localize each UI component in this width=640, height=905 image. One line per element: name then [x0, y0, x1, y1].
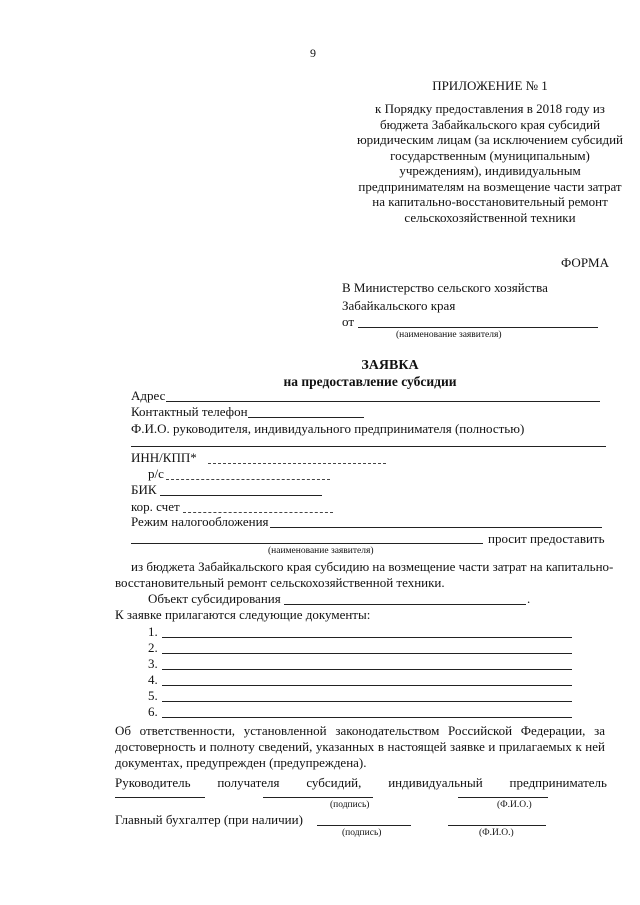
form-title: ЗАЯВКА — [361, 358, 419, 373]
head-word: Руководитель — [115, 775, 191, 790]
appendix-line: к Порядку предоставления в 2018 году из — [375, 101, 605, 116]
account-field[interactable] — [166, 479, 330, 480]
doc-field[interactable] — [162, 637, 572, 638]
bik-field[interactable] — [160, 495, 322, 496]
phone-field[interactable] — [248, 417, 364, 418]
doc-number: 4. — [148, 672, 158, 687]
doc-field[interactable] — [162, 653, 572, 654]
doc-field[interactable] — [162, 685, 572, 686]
head-name-hint: (Ф.И.О.) — [497, 800, 532, 810]
head-word: индивидуальный — [388, 775, 483, 790]
from-hint: (наименование заявителя) — [396, 330, 502, 340]
liability-line3: документах, предупрежден (предупреждена). — [115, 755, 367, 770]
accountant-name-hint: (Ф.И.О.) — [479, 828, 514, 838]
form-subtitle: на предоставление субсидии — [283, 374, 457, 389]
doc-field[interactable] — [162, 701, 572, 702]
doc-number: 1. — [148, 624, 158, 639]
page-number: 9 — [310, 46, 316, 60]
doc-number: 6. — [148, 704, 158, 719]
accountant-name-field[interactable] — [448, 825, 546, 826]
appendix-line: юридическим лицам (за исключением субсидий — [356, 132, 624, 147]
tax-regime-label: Режим налогообложения — [131, 514, 269, 529]
doc-field[interactable] — [162, 669, 572, 670]
address-field[interactable] — [166, 401, 600, 402]
accountant-signature-hint: (подпись) — [342, 828, 382, 838]
request-line2: восстановительный ремонт сельскохозяйственной техники. — [115, 575, 445, 590]
corr-account-label: кор. счет — [131, 499, 180, 514]
addressee-line2: Забайкальского края — [342, 298, 456, 313]
appendix-line: государственным (муниципальным) — [390, 147, 590, 163]
liability-line2 — [115, 739, 605, 755]
corr-account-field[interactable] — [183, 512, 333, 513]
inn-label: ИНН/КПП* — [131, 450, 197, 465]
form-label: ФОРМА — [561, 255, 609, 270]
bik-label: БИК — [131, 482, 157, 497]
liability-line1 — [115, 723, 605, 739]
appendix-line: предпринимателям на возмещение части затрат — [358, 178, 622, 194]
subject-label: Объект субсидирования — [148, 591, 281, 606]
accountant-signature-field[interactable] — [317, 825, 411, 826]
applicant-field[interactable] — [131, 543, 483, 544]
liability-line1-text: Об ответственности, установленной законодательством Российской Федерации, за — [115, 723, 605, 738]
subject-field[interactable] — [284, 604, 526, 605]
doc-field[interactable] — [162, 717, 572, 718]
head-word: предприниматель — [509, 775, 607, 790]
tax-regime-field[interactable] — [270, 527, 602, 528]
from-label: от — [342, 314, 355, 329]
account-label: р/с — [148, 466, 164, 481]
head-extra-field[interactable] — [115, 797, 205, 798]
docs-label: К заявке прилагаются следующие документы: — [115, 607, 371, 622]
address-label: Адрес — [131, 388, 166, 403]
head-signature-caption — [115, 775, 607, 791]
doc-number: 3. — [148, 656, 158, 671]
head-signature-hint: (подпись) — [330, 800, 370, 810]
appendix-lines — [346, 101, 634, 225]
head-name-field[interactable] — [131, 446, 606, 447]
from-field[interactable] — [358, 327, 598, 328]
head-name-label: Ф.И.О. руководителя, индивидуального предпринимателя (полностью) — [131, 421, 525, 436]
accountant-label: Главный бухгалтер (при наличии) — [115, 812, 303, 827]
head-word: получателя — [217, 775, 280, 790]
appendix-line: бюджета Забайкальского края субсидий — [379, 116, 601, 132]
head-name-field[interactable] — [458, 797, 548, 798]
head-word: субсидий, — [306, 775, 362, 790]
doc-number: 5. — [148, 688, 158, 703]
subject-period: . — [527, 591, 531, 606]
request-line1: из бюджета Забайкальского края субсидию на возмещение части затрат на капитально- — [131, 559, 614, 574]
appendix-title: ПРИЛОЖЕНИЕ № 1 — [432, 78, 548, 93]
inn-field[interactable] — [208, 463, 386, 464]
phone-label: Контактный телефон — [131, 404, 248, 419]
appendix-line: на капитально-восстановительный ремонт — [372, 194, 608, 209]
request-suffix: просит предоставить — [488, 531, 605, 546]
liability-line2-text: достоверность и полноту сведений, указанных в настоящей заявке и прилагаемых к ней — [115, 739, 605, 754]
doc-number: 2. — [148, 640, 158, 655]
applicant-hint: (наименование заявителя) — [268, 546, 374, 556]
appendix-line: учреждениям), индивидуальным — [399, 163, 581, 178]
head-signature-field[interactable] — [263, 797, 373, 798]
addressee-line1: В Министерство сельского хозяйства — [342, 280, 548, 295]
appendix-line: сельскохозяйственной техники — [404, 209, 576, 225]
